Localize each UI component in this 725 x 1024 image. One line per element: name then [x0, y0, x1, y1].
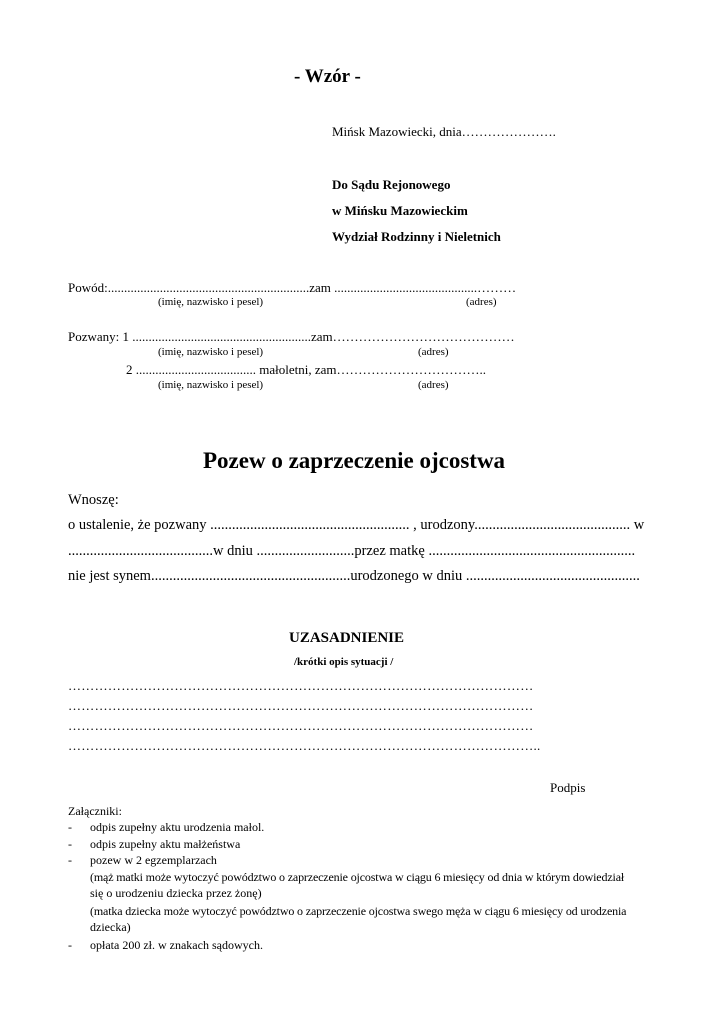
attachments-heading: Załączniki:	[68, 804, 122, 818]
justification-dotted-line-2: ……………………………………………………………………………………………	[68, 698, 534, 713]
attachment-item-1: odpis zupełny aktu urodzenia małol.	[90, 820, 265, 834]
plaintiff-caption-name: (imię, nazwisko i pesel)	[158, 296, 264, 308]
signature-label: Podpis	[550, 780, 586, 795]
justification-dotted-line-4: ……………………………………………………………………………………………..	[68, 738, 541, 753]
attachment-bullet: -	[68, 837, 72, 851]
court-name-line-2: w Mińsku Mazowieckim	[332, 203, 468, 218]
attachment-note-line-2: się o urodzeniu dziecka przez żonę)	[90, 886, 262, 900]
attachment-item-2: odpis zupełny aktu małżeństwa	[90, 837, 241, 851]
attachment-bullet: -	[68, 853, 72, 867]
attachment-note-line-3: (matka dziecka może wytoczyć powództwo o zaprzeczenie ojcostwa swego męża w ciągu 6 miesięcy od urodzenia	[90, 904, 627, 918]
court-name-line-3: Wydział Rodzinny i Nieletnich	[332, 229, 501, 244]
plaintiff-line: Powód:..............................................................zam ............................................………	[68, 280, 517, 295]
defendant-2-caption-address: (adres)	[418, 379, 449, 391]
attachment-note-line-1: (mąż matki może wytoczyć powództwo o zaprzeczenie ojcostwa w ciągu 6 miesięcy od dnia w którym dowiedział	[90, 870, 625, 884]
attachment-item-4: opłata 200 zł. w znakach sądowych.	[90, 938, 263, 952]
attachment-bullet: -	[68, 938, 72, 952]
attachment-note-line-4: dziecka)	[90, 920, 131, 934]
defendant-1-caption-name: (imię, nazwisko i pesel)	[158, 346, 264, 358]
justification-subtitle: /krótki opis sytuacji /	[294, 656, 394, 668]
document-title-wzor: - Wzór -	[294, 66, 361, 87]
claim-title: Pozew o zaprzeczenie ojcostwa	[203, 448, 506, 473]
attachment-bullet: -	[68, 820, 72, 834]
defendant-2-caption-name: (imię, nazwisko i pesel)	[158, 379, 264, 391]
defendant-1-line: Pozwany: 1 .......................................................zam……………………………………	[68, 329, 515, 344]
claim-line-2: ........................................w dniu ...........................przez matkę .........................................................	[68, 543, 636, 559]
justification-dotted-line-3: ……………………………………………………………………………………………	[68, 718, 534, 733]
claim-line-1: o ustalenie, że pozwany ....................................................... , urodzony........................................... w	[68, 517, 645, 533]
claim-intro: Wnoszę:	[68, 492, 119, 508]
justification-title: UZASADNIENIE	[289, 630, 405, 646]
place-date-line: Mińsk Mazowiecki, dnia………………….	[332, 124, 556, 139]
plaintiff-caption-address: (adres)	[466, 296, 497, 308]
justification-dotted-line-1: ……………………………………………………………………………………………	[68, 678, 534, 693]
defendant-1-caption-address: (adres)	[418, 346, 449, 358]
claim-line-3: nie jest synem.......................................................urodzonego w dniu ................................................	[68, 568, 640, 584]
defendant-2-line: 2 ..................................... małoletni, zam……………………………..	[126, 362, 487, 377]
attachment-item-3: pozew w 2 egzemplarzach	[90, 853, 217, 867]
court-name-line-1: Do Sądu Rejonowego	[332, 177, 451, 192]
